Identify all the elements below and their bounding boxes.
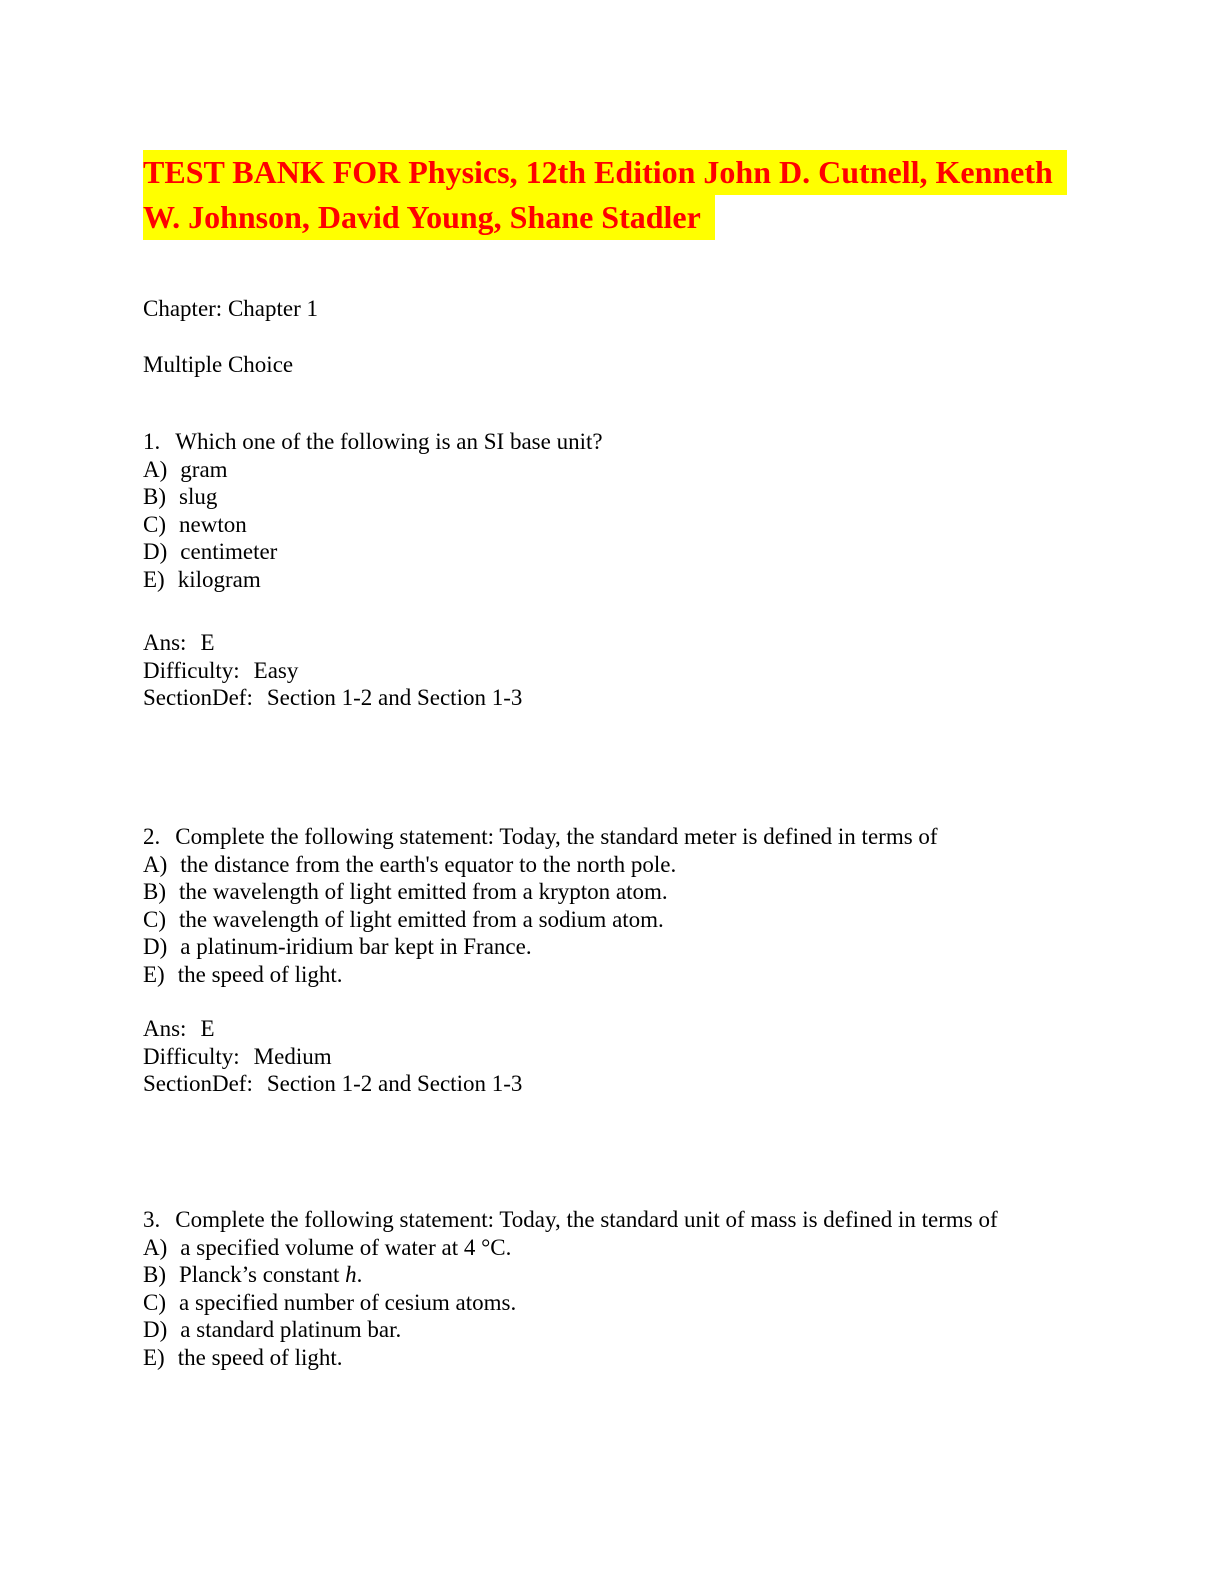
option-text: the speed of light. [177, 961, 343, 987]
page-title-line-2 [143, 195, 1218, 240]
option-text: the wavelength of light emitted from a sodium atom. [179, 906, 664, 932]
option-text: a specified number of cesium atoms. [179, 1289, 517, 1315]
option-text: kilogram [177, 566, 261, 592]
option-text: the distance from the earth's equator to the north pole. [180, 851, 677, 877]
question-1-option-d [143, 538, 603, 566]
question-1-text: Which one of the following is an SI base unit? [175, 429, 603, 454]
question-1-meta [143, 629, 522, 712]
answer-value: E [200, 630, 215, 655]
question-1-stem [143, 428, 603, 456]
question-2-option-a [143, 851, 938, 879]
answer-label: Ans: [143, 1016, 187, 1041]
question-1 [143, 428, 603, 593]
question-1-number: 1. [143, 429, 161, 454]
option-text: the speed of light. [177, 1344, 343, 1370]
question-3-option-c [143, 1289, 998, 1317]
question-3-option-e [143, 1344, 998, 1372]
question-1-option-a [143, 456, 603, 484]
question-3-option-d [143, 1316, 998, 1344]
answer-row [143, 1015, 522, 1043]
difficulty-label: Difficulty: [143, 657, 240, 683]
sectiondef-value: Section 1-2 and Section 1-3 [266, 685, 523, 710]
option-label: C) [143, 511, 166, 537]
page-title-line-1 [143, 150, 1218, 195]
difficulty-value: Easy [253, 657, 299, 683]
option-text: a specified volume of water at 4 °C. [180, 1234, 512, 1260]
option-label: C) [143, 906, 166, 932]
sectiondef-row [143, 1070, 522, 1098]
option-label: B) [143, 879, 166, 904]
difficulty-row [143, 657, 522, 685]
sectiondef-row [143, 684, 522, 712]
question-2-meta [143, 1015, 522, 1098]
question-3-text: Complete the following statement: Today, the standard unit of mass is defined in terms of [175, 1207, 998, 1232]
option-text: the wavelength of light emitted from a krypton atom. [179, 879, 668, 904]
option-text-italic-variable: h [345, 1262, 357, 1287]
question-2-number: 2. [143, 824, 161, 849]
question-3 [143, 1206, 998, 1371]
option-label: A) [143, 456, 168, 482]
question-3-number: 3. [143, 1207, 161, 1232]
option-label: A) [143, 1234, 168, 1260]
option-label: A) [143, 851, 168, 877]
option-text: slug [179, 484, 218, 509]
page-title [143, 150, 1218, 240]
sectiondef-label: SectionDef: [143, 685, 253, 710]
question-2-option-c [143, 906, 938, 934]
option-label: B) [143, 1262, 166, 1287]
question-3-option-b [143, 1261, 998, 1289]
question-type-label: Multiple Choice [143, 352, 294, 377]
answer-label: Ans: [143, 630, 187, 655]
question-3-option-a [143, 1234, 998, 1262]
sectiondef-value: Section 1-2 and Section 1-3 [266, 1071, 523, 1096]
question-1-option-b [143, 483, 603, 511]
question-2-option-e [143, 961, 938, 989]
title-highlight-2: W. Johnson, David Young, Shane Stadler [143, 195, 715, 240]
option-text: newton [179, 511, 247, 537]
question-1-option-e [143, 566, 603, 594]
option-text: gram [180, 456, 228, 482]
question-3-stem [143, 1206, 998, 1234]
question-1-option-c [143, 511, 603, 539]
option-label: C) [143, 1289, 166, 1315]
option-text: a platinum-iridium bar kept in France. [180, 934, 532, 959]
option-text: centimeter [180, 539, 278, 564]
chapter-label: Chapter: Chapter 1 [143, 296, 319, 321]
option-label: E) [143, 1344, 165, 1370]
option-text-post: . [356, 1262, 363, 1287]
answer-row [143, 629, 522, 657]
title-highlight-1: TEST BANK FOR Physics, 12th Edition John D. Cutnell, Kenneth [143, 150, 1067, 195]
difficulty-label: Difficulty: [143, 1043, 240, 1069]
option-label: D) [143, 934, 168, 959]
difficulty-value: Medium [253, 1043, 332, 1069]
option-label: D) [143, 1317, 168, 1342]
option-label: D) [143, 539, 168, 564]
option-label: E) [143, 566, 165, 592]
option-label: B) [143, 484, 166, 509]
question-2-text: Complete the following statement: Today, the standard meter is defined in terms of [175, 824, 938, 849]
sectiondef-label: SectionDef: [143, 1071, 253, 1096]
option-label: E) [143, 961, 165, 987]
answer-value: E [200, 1016, 215, 1041]
question-2 [143, 823, 938, 988]
option-text: a standard platinum bar. [180, 1317, 402, 1342]
question-2-stem [143, 823, 938, 851]
difficulty-row [143, 1043, 522, 1071]
question-2-option-d [143, 933, 938, 961]
question-2-option-b [143, 878, 938, 906]
option-text-pre: Planck’s constant [179, 1262, 346, 1287]
